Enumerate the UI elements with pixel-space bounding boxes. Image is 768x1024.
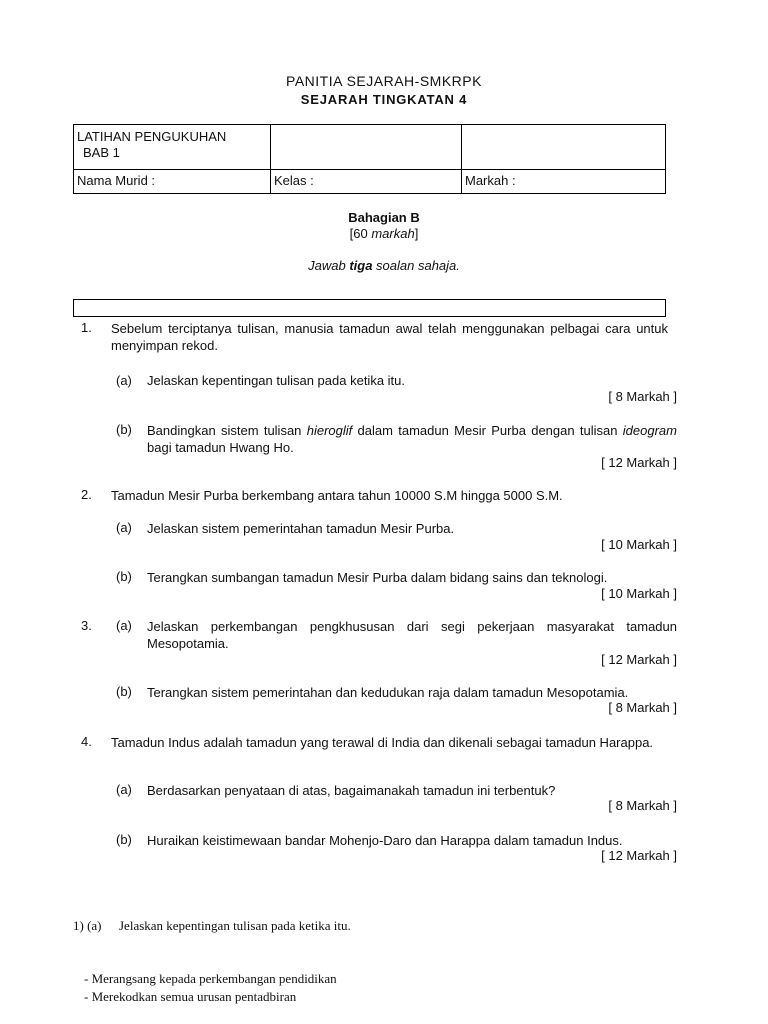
q1b-t3: dalam tamadun Mesir Purba dengan tulisan — [352, 423, 623, 438]
q1b-t4: ideogram — [622, 423, 677, 438]
answer-point-2: - Merekodkan semua urusan pentadbiran — [84, 989, 297, 1004]
section-title: Bahagian B — [348, 210, 420, 225]
q3b-label: (b) — [116, 684, 132, 699]
section-marks-word: markah — [371, 226, 415, 241]
q1a-marks: [ 8 Markah ] — [608, 389, 677, 404]
subject-title: SEJARAH TINGKATAN 4 — [300, 92, 468, 107]
answer-point-1: - Merangsang kepada perkembangan pendidikan — [84, 971, 337, 986]
q3b-text: Terangkan sistem pemerintahan dan kedudukan raja dalam tamadun Mesopotamia. — [147, 685, 629, 700]
q2a-text: Jelaskan sistem pemerintahan tamadun Mesir Purba. — [147, 521, 455, 536]
answer-question: Jelaskan kepentingan tulisan pada ketika itu. — [119, 918, 351, 933]
section-marks-open: [60 — [349, 226, 372, 241]
instruction — [0, 258, 768, 273]
section-marks-close: ] — [414, 226, 419, 241]
q2a-label: (a) — [116, 520, 132, 535]
q1b-t1: Bandingkan sistem tulisan — [147, 423, 307, 438]
marks-field: Markah : — [462, 170, 666, 194]
q4-number: 4. — [81, 734, 92, 749]
q4a-marks: [ 8 Markah ] — [608, 798, 677, 813]
q1a-label: (a) — [116, 373, 132, 388]
q2b-text: Terangkan sumbangan tamadun Mesir Purba dalam bidang sains dan teknologi. — [147, 570, 608, 585]
q4a-text: Berdasarkan penyataan di atas, bagaimanakah tamadun ini terbentuk? — [147, 783, 556, 798]
instr-b: tiga — [349, 258, 373, 273]
exercise-line2: BAB 1 — [83, 145, 120, 160]
q2-text: Tamadun Mesir Purba berkembang antara tahun 10000 S.M hingga 5000 S.M. — [111, 488, 563, 503]
q4b-label: (b) — [116, 832, 132, 847]
q3-number: 3. — [81, 618, 92, 633]
q4b-text: Huraikan keistimewaan bandar Mohenjo-Daro dan Harappa dalam tamadun Indus. — [147, 833, 623, 848]
q4b-marks: [ 12 Markah ] — [601, 848, 677, 863]
q1b-label: (b) — [116, 422, 132, 437]
q3b-marks: [ 8 Markah ] — [608, 700, 677, 715]
q1-text: Sebelum terciptanya tulisan, manusia tamadun awal telah menggunakan pelbagai cara untuk menyimpan rekod. — [111, 321, 668, 353]
q3a-text: Jelaskan perkembangan pengkhususan dari segi pekerjaan masyarakat tamadun Mesopotamia. — [147, 619, 677, 651]
q2a-marks: [ 10 Markah ] — [601, 537, 677, 552]
q1b-text — [147, 422, 677, 456]
q1a-text: Jelaskan kepentingan tulisan pada ketika itu. — [147, 373, 406, 388]
q3a-label: (a) — [116, 618, 132, 633]
instr-c: soalan sahaja. — [372, 258, 460, 273]
empty-cell-2 — [462, 125, 666, 170]
info-table — [73, 124, 666, 194]
q2b-label: (b) — [116, 569, 132, 584]
q3a-marks: [ 12 Markah ] — [601, 652, 677, 667]
q4-text: Tamadun Indus adalah tamadun yang terawal di India dan dikenali sebagai tamadun Harappa. — [111, 735, 654, 750]
q4a-label: (a) — [116, 782, 132, 797]
q2b-marks: [ 10 Markah ] — [601, 586, 677, 601]
exercise-line1: LATIHAN PENGUKUHAN — [77, 129, 227, 144]
q2-number: 2. — [81, 487, 92, 502]
q1-number: 1. — [81, 320, 92, 335]
empty-box — [73, 299, 666, 317]
q1b-t5: bagi tamadun Hwang Ho. — [147, 440, 294, 455]
q1b-marks: [ 12 Markah ] — [601, 455, 677, 470]
answer-label: 1) (a) — [73, 918, 102, 933]
exercise-cell — [74, 125, 271, 170]
panel-title: PANITIA SEJARAH-SMKRPK — [286, 73, 482, 89]
empty-cell-1 — [271, 125, 462, 170]
q1b-t2: hieroglif — [306, 423, 353, 438]
name-field: Nama Murid : — [74, 170, 271, 194]
instr-a: Jawab — [308, 258, 350, 273]
class-field: Kelas : — [271, 170, 462, 194]
section-marks — [0, 226, 768, 241]
